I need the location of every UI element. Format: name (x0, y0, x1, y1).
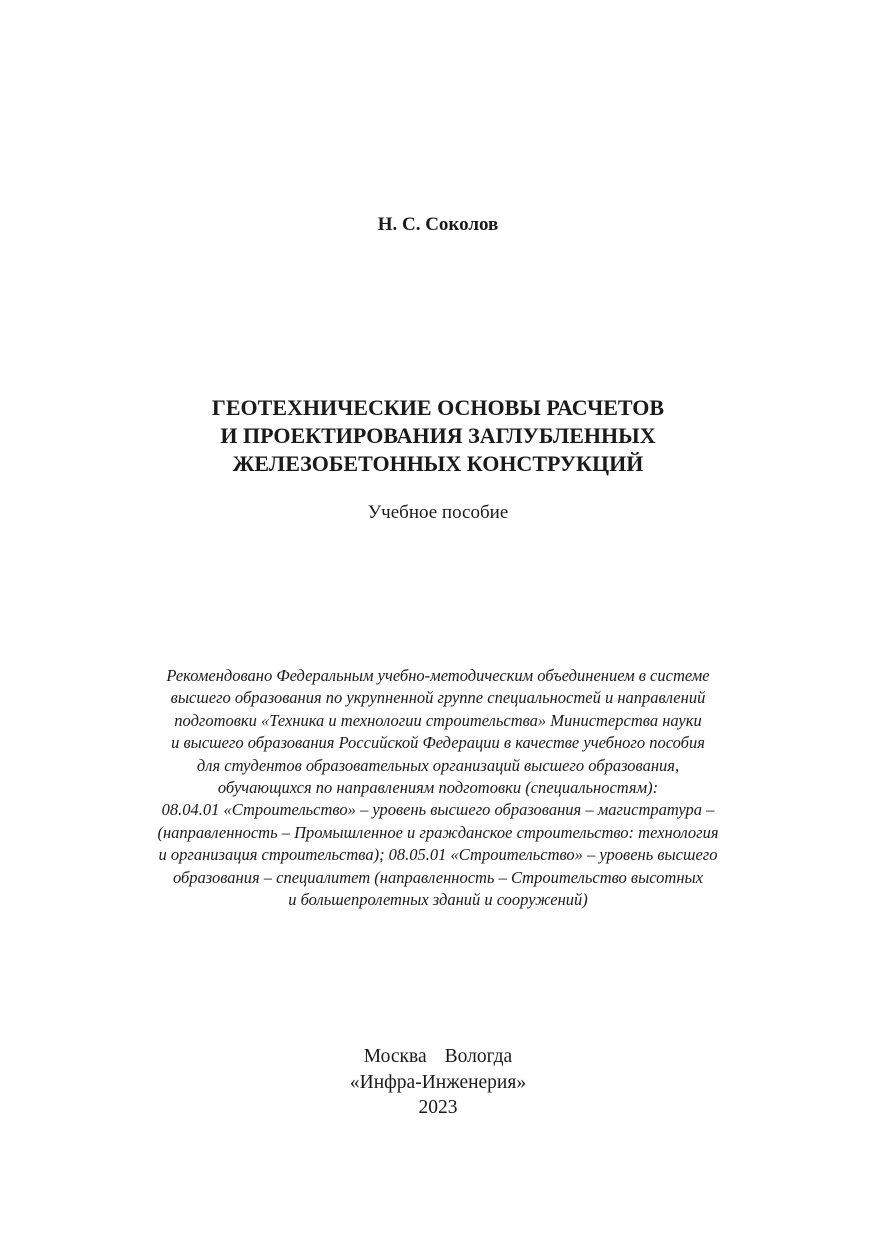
recommendation-line: для студентов образовательных организаций высшего образования, (196, 755, 680, 775)
book-title-line: ЖЕЛЕЗОБЕТОННЫХ КОНСТРУКЦИЙ (232, 451, 644, 476)
recommendation-line: 08.04.01 «Строительство» – уровень высшего образования – магистратура – (161, 800, 715, 820)
publication-year: 2023 (418, 1097, 458, 1118)
recommendation-line: и организация строительства); 08.05.01 «Строительство» – уровень высшего (158, 845, 718, 865)
book-title-line: И ПРОЕКТИРОВАНИЯ ЗАГЛУБЛЕННЫХ (220, 423, 656, 448)
book-title-line: ГЕОТЕХНИЧЕСКИЕ ОСНОВЫ РАСЧЕТОВ (211, 395, 665, 420)
recommendation-block (0, 665, 876, 911)
city-vologda: Вологда (444, 1046, 513, 1067)
recommendation-line: обучающихся по направлениям подготовки (специальностям): (217, 778, 659, 798)
city-moscow: Москва (363, 1046, 427, 1067)
publication-cities (0, 1044, 876, 1070)
book-subtitle: Учебное пособие (367, 502, 509, 523)
book-title (0, 394, 876, 478)
recommendation-line: подготовки «Техника и технологии строительства» Министерства науки (174, 710, 702, 730)
recommendation-line: и большепролетных зданий и сооружений) (288, 890, 588, 910)
publisher-name: «Инфра-Инженерия» (349, 1071, 527, 1093)
recommendation-line: высшего образования по укрупненной группе специальностей и направлений (170, 688, 706, 708)
author-name: Н. С. Соколов (377, 214, 499, 235)
recommendation-line: (направленность – Промышленное и гражданское строительство: технология (157, 822, 719, 842)
recommendation-line: Рекомендовано Федеральным учебно-методическим объединением в системе (166, 666, 710, 685)
imprint (0, 1044, 876, 1121)
recommendation-line: образования – специалитет (направленность – Строительство высотных (172, 867, 704, 887)
recommendation-line: и высшего образования Российской Федерации в качестве учебного пособия (171, 733, 705, 753)
